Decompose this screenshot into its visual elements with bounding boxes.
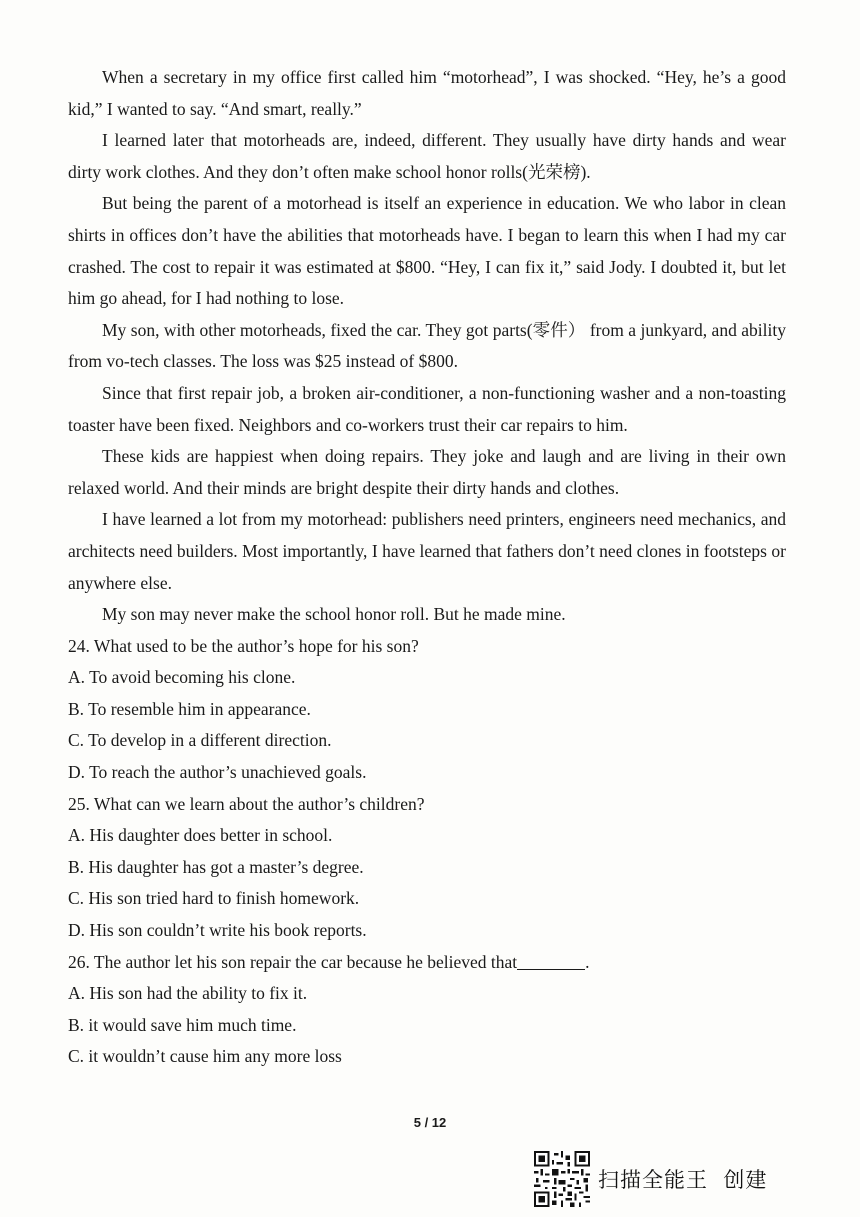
passage-paragraph: I learned later that motorheads are, indeed, different. They usually have dirty hands and wear dirty work clothes. And they don’t often make school honor rolls(光荣榜). xyxy=(68,130,786,182)
passage-paragraph: I have learned a lot from my motorhead: publishers need printers, engineers need mechanics, and architects need builders. Most importantly, I have learned that fathers don’t need clones in footsteps or anywhere else. xyxy=(68,509,786,593)
page-number: 5 / 12 xyxy=(413,1115,447,1130)
answer-blank xyxy=(517,951,585,970)
option-b: B. His daughter has got a master’s degree. xyxy=(68,856,364,877)
question-stem-end: . xyxy=(585,951,590,972)
watermark-text: 扫描全能王 创建 xyxy=(598,1168,768,1192)
option-b: B. it would save him much time. xyxy=(68,1014,297,1035)
passage-paragraph: Since that first repair job, a broken air-conditioner, a non-functioning washer and a non-toasting toaster have been fixed. Neighbors and co-workers trust their car repairs to him. xyxy=(68,382,786,435)
option-d: D. His son couldn’t write his book reports. xyxy=(68,920,367,941)
option-c: C. To develop in a different direction. xyxy=(68,730,332,751)
scanner-watermark xyxy=(534,1151,767,1207)
question-25 xyxy=(68,789,786,947)
qr-code-icon xyxy=(534,1151,590,1207)
passage-paragraph: My son, with other motorheads, fixed the car. They got parts(零件） from a junkyard, and ability from vo-tech classes. The loss was $25 instead of $800. xyxy=(68,319,786,372)
reading-passage xyxy=(68,62,786,631)
question-stem: 25. What can we learn about the author’s children? xyxy=(68,793,425,814)
option-a: A. His daughter does better in school. xyxy=(68,825,333,846)
question-24 xyxy=(68,631,786,789)
option-c: C. His son tried hard to finish homework. xyxy=(68,888,360,909)
question-26 xyxy=(68,947,786,1073)
option-a: A. His son had the ability to fix it. xyxy=(68,983,308,1004)
exam-page xyxy=(68,62,786,1073)
question-stem-line xyxy=(68,947,786,979)
option-b: B. To resemble him in appearance. xyxy=(68,698,311,719)
option-c: C. it wouldn’t cause him any more loss xyxy=(68,1046,342,1067)
question-stem: 26. The author let his son repair the car because he believed that xyxy=(68,951,518,972)
passage-paragraph: But being the parent of a motorhead is itself an experience in education. We who labor in clean shirts in offices don’t have the abilities that motorheads have. I began to learn this when I had my car crashed. The cost to repair it was estimated at $800. “Hey, I can fix it,” said Jody. I doubted it, but let him go ahead, for I had nothing to lose. xyxy=(68,193,786,309)
passage-paragraph: These kids are happiest when doing repairs. They joke and laugh and are living in their own relaxed world. And their minds are bright despite their dirty hands and clothes. xyxy=(68,446,786,498)
option-a: A. To avoid becoming his clone. xyxy=(68,667,296,688)
question-stem: 24. What used to be the author’s hope for his son? xyxy=(68,635,419,656)
option-d: D. To reach the author’s unachieved goals. xyxy=(68,762,367,783)
passage-paragraph: My son may never make the school honor roll. But he made mine. xyxy=(102,604,566,625)
passage-paragraph: When a secretary in my office first called him “motorhead”, I was shocked. “Hey, he’s a good kid,” I wanted to say. “And smart, really.” xyxy=(68,67,786,119)
